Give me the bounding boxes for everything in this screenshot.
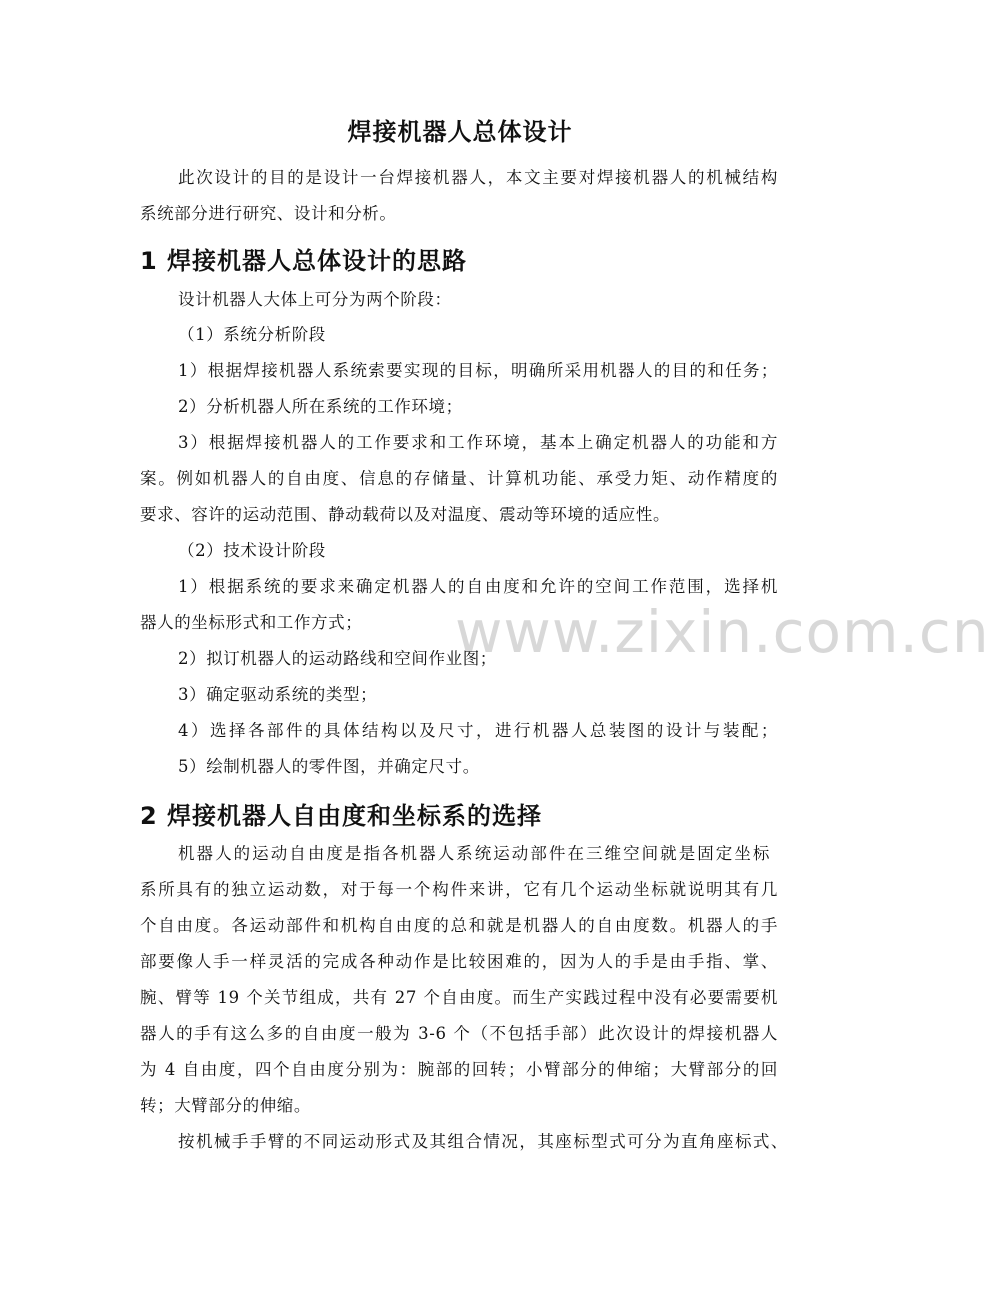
list-item: 1）根据系统的要求来确定机器人的自由度和允许的空间工作范围，选择机 xyxy=(178,577,778,596)
list-item: 3）根据焊接机器人的工作要求和工作环境，基本上确定机器人的功能和方 xyxy=(178,433,778,452)
paragraph-line: 为 4 自由度，四个自由度分别为：腕部的回转；小臂部分的伸缩；大臂部分的回 xyxy=(140,1060,778,1079)
paragraph-line: 器人的手有这么多的自由度一般为 3-6 个（不包括手部）此次设计的焊接机器人 xyxy=(140,1024,778,1043)
paragraph-line: 案。例如机器人的自由度、信息的存储量、计算机功能、承受力矩、动作精度的 xyxy=(140,469,778,488)
paragraph-line: 器人的坐标形式和工作方式； xyxy=(140,613,363,632)
paragraph-line: 腕、臂等 19 个关节组成，共有 27 个自由度。而生产实践过程中没有必要需要机 xyxy=(140,988,778,1007)
list-item: 2）拟订机器人的运动路线和空间作业图； xyxy=(178,649,497,668)
list-item: （1）系统分析阶段 xyxy=(178,325,326,344)
paragraph-line: 按机械手手臂的不同运动形式及其组合情况，其座标型式可分为直角座标式、 xyxy=(178,1132,788,1151)
section-heading: 2 焊接机器人自由度和坐标系的选择 xyxy=(140,802,543,830)
document-title: 焊接机器人总体设计 xyxy=(347,118,573,146)
list-item: 1）根据焊接机器人系统索要实现的目标，明确所采用机器人的目的和任务； xyxy=(178,361,778,380)
paragraph-line: 转；大臂部分的伸缩。 xyxy=(140,1096,311,1115)
watermark: www.zixin.com.cn xyxy=(455,598,990,666)
paragraph-line: 系统部分进行研究、设计和分析。 xyxy=(140,204,397,223)
paragraph-line: 机器人的运动自由度是指各机器人系统运动部件在三维空间就是固定坐标 xyxy=(178,844,770,863)
list-item: 5）绘制机器人的零件图，并确定尺寸。 xyxy=(178,757,480,776)
paragraph-line: 系所具有的独立运动数，对于每一个构件来讲，它有几个运动坐标就说明其有几 xyxy=(140,880,778,899)
paragraph-line: 设计机器人大体上可分为两个阶段： xyxy=(178,290,452,309)
paragraph-line: 部要像人手一样灵活的完成各种动作是比较困难的，因为人的手是由手指、掌、 xyxy=(140,952,778,971)
list-item: 3）确定驱动系统的类型； xyxy=(178,685,378,704)
paragraph-line: 要求、容许的运动范围、静动载荷以及对温度、震动等环境的适应性。 xyxy=(140,505,671,524)
list-item: （2）技术设计阶段 xyxy=(178,541,326,560)
paragraph-line: 个自由度。各运动部件和机构自由度的总和就是机器人的自由度数。机器人的手 xyxy=(140,916,778,935)
paragraph-line: 此次设计的目的是设计一台焊接机器人，本文主要对焊接机器人的机械结构 xyxy=(178,168,778,187)
list-item: 4）选择各部件的具体结构以及尺寸，进行机器人总装图的设计与装配； xyxy=(178,721,778,740)
section-heading: 1 焊接机器人总体设计的思路 xyxy=(140,247,468,275)
list-item: 2）分析机器人所在系统的工作环境； xyxy=(178,397,463,416)
